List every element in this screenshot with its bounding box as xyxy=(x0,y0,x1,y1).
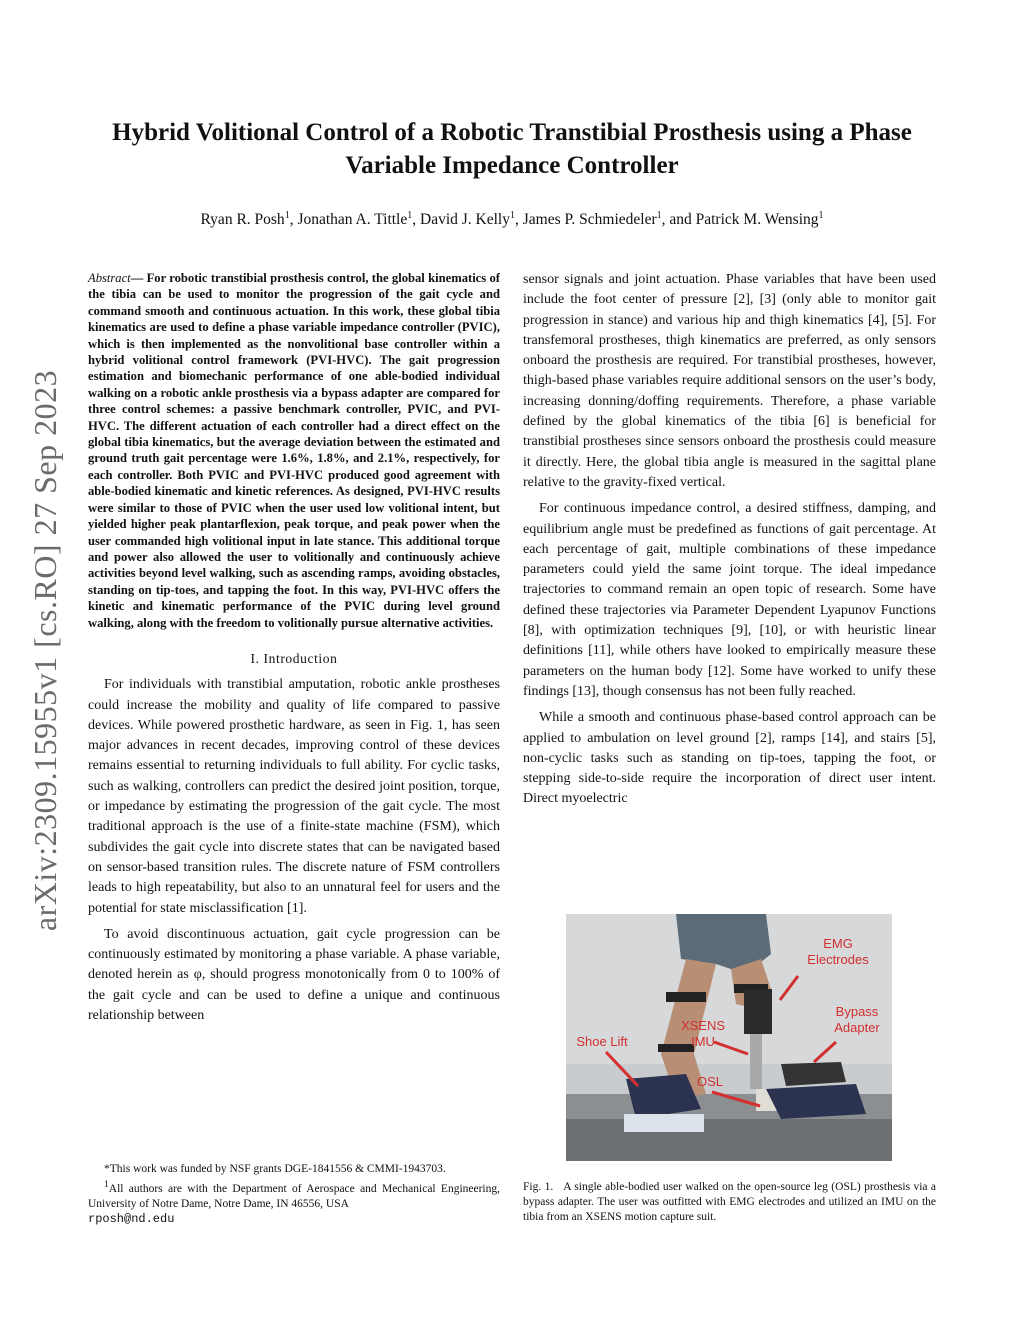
footnote-email[interactable]: rposh@nd.edu xyxy=(88,1211,175,1226)
author-list: Ryan R. Posh$^1$, Jonathan A. Tittle$^1$, David J. Kelly$^1$, James P. Schmiedeler$^1$, and Patrick M. Wensing$^1$ xyxy=(200,210,824,229)
label-shoe-lift: Shoe Lift xyxy=(576,1034,628,1049)
arxiv-identifier xyxy=(26,350,66,950)
label-bypass-adapter: Bypass Adapter xyxy=(834,1004,880,1035)
intro-paragraph: To avoid discontinuous actuation, gait cycle progression can be continuously estimated by monitoring a phase variable. A phase variable, denoted herein as φ, should progress monotonically from 0 to 100% of the gait cycle and can be used to define a unique and continuous relationship between xyxy=(88,926,500,1023)
body-paragraph: sensor signals and joint actuation. Phase variables that have been used include the foot center of pressure [2], [3] (only able to monitor gait progression in stance) and various hip and thigh kinematics [4], [5]. For transfemoral prostheses, thigh kinematics are preferred, as only sensors onboard the prosthesis are required. For transtibial prostheses, however, thigh-based phase variables require additional sensors on the user’s body, increasing donning/doffing requirements. Therefore, a phase variable defined by the global kinematics of the tibia [6] is beneficial for transtibial prostheses since sensors onboard the prosthesis could measure it directly. Here, the global tibia angle is measured in the sagittal plane relative to the gravity-fixed vertical. xyxy=(523,272,936,490)
footnote-funding: *This work was funded by NSF grants DGE-1841556 & CMMI-1943703. xyxy=(104,1163,446,1175)
author: Jonathan A. Tittle xyxy=(297,211,408,229)
footnotes xyxy=(88,1162,500,1227)
label-osl: OSL xyxy=(696,1074,723,1089)
figure-1-photo xyxy=(566,914,892,1161)
caption-number: Fig. 1. xyxy=(523,1181,554,1193)
left-column xyxy=(88,270,500,1032)
footnote-affiliation: $^1$All authors are with the Department of Aerospace and Mechanical Engineering, University of Notre Dame, Notre Dame, IN 46556, USA xyxy=(88,1179,500,1210)
author: and Patrick M. Wensing xyxy=(669,211,819,229)
figure-1-caption xyxy=(523,1180,936,1225)
section-heading-introduction: I. Introduction xyxy=(250,650,338,666)
abstract-label: Abstract xyxy=(88,271,131,285)
arxiv-id-text: arXiv:2309.15955v1 [cs.RO] 27 Sep 2023 xyxy=(27,369,64,931)
author: Ryan R. Posh xyxy=(200,211,285,229)
abstract xyxy=(88,270,500,631)
body-paragraph: For continuous impedance control, a desired stiffness, damping, and equilibrium angle must be predefined as functions of gait percentage. At each percentage of gait, multiple combinations of these impedance parameters could yield the same joint torque. The ideal impedance trajectories to command remain an open topic of research. Some have defined these trajectories via Parameter Dependent Lyapunov Functions [8], with optimization techniques [9], [10], or with heuristic linear definitions [11], while others have looked to empirically measure these parameters on the human body [12]. Some have worked to unify these findings [13], though consensus has not been fully reached. xyxy=(523,501,936,699)
right-column xyxy=(523,270,936,816)
label-xsens-imu: XSENS IMU xyxy=(680,1018,726,1049)
paper-title: Hybrid Volitional Control of a Robotic Transtibial Prosthesis using a Phase Variable Impedance Controller xyxy=(112,119,912,179)
author: David J. Kelly xyxy=(420,211,510,229)
body-paragraph: While a smooth and continuous phase-based control approach can be applied to ambulation on level ground [2], ramps [14], and stairs [5], non-cyclic tasks such as standing on tip-toes, tapping the foot, or stepping side-to-side require the incorporation of direct user intent. Direct myoelectric xyxy=(523,710,936,807)
abstract-text: — For robotic transtibial prosthesis control, the global kinematics of the tibia can be used to monitor the progression of the gait cycle and command smooth and continuous actuation. In this work, these global tibia kinematics are used to define a phase variable impedance controller (PVIC), which is then implemented as the nonvolitional base controller within a hybrid volitional control framework (PVI-HVC). The gait progression estimation and biomechanic performance of one able-bodied individual walking on a robotic ankle prosthesis via a bypass adapter are compared for three control schemes: a passive benchmark controller, PVIC, and PVI-HVC. The different actuation of each controller had a direct effect on the global tibia kinematics, but the average deviation between the estimated and ground truth gait percentage were 1.6%, 1.8%, and 2.1%, respectively, for each controller. Both PVIC and PVI-HVC produced good agreement with able-bodied kinematic and kinetic references. As designed, PVI-HVC results were similar to those of PVIC when the user used low volitional intent, but yielded higher peak plantarflexion, peak torque, and peak power when the user commanded high volitional input in late stance. This additional torque and power also allowed the user to volitionally and continuously achieve activities beyond level walking, such as ascending ramps, avoiding obstacles, standing on tip-toes, and tapping the foot. In this way, PVI-HVC offers the kinetic and kinematic performance of the PVIC during level ground walking, along with the freedom to volitionally pursue alternative activities. xyxy=(88,271,500,630)
intro-paragraph: For individuals with transtibial amputation, robotic ankle prostheses could increase the mobility and quality of life compared to passive devices. While powered prosthetic hardware, as seen in Fig. 1, has seen major advances in recent decades, improving control of these devices remains essential to returning individuals to full ability. For cyclic tasks, such as walking, controllers can predict the desired joint position, torque, or impedance by estimating the progression of the gait cycle. The most traditional approach is the use of a finite-state machine (FSM), which subdivides the gait cycle into discrete states that can be navigated based on sensor-based transition rules. The discrete nature of FSM controllers leads to high repeatability, but also to an unnatural feel for users and the potential for state misclassification [1]. xyxy=(88,677,500,916)
label-emg-electrodes: EMG Electrodes xyxy=(807,936,869,967)
author: James P. Schmiedeler xyxy=(522,211,657,229)
caption-text: A single able-bodied user walked on the open-source leg (OSL) prosthesis via a bypass adapter. The user was outfitted with EMG electrodes and utilized an IMU on the tibia from an XSENS motion capture suit. xyxy=(523,1181,937,1223)
